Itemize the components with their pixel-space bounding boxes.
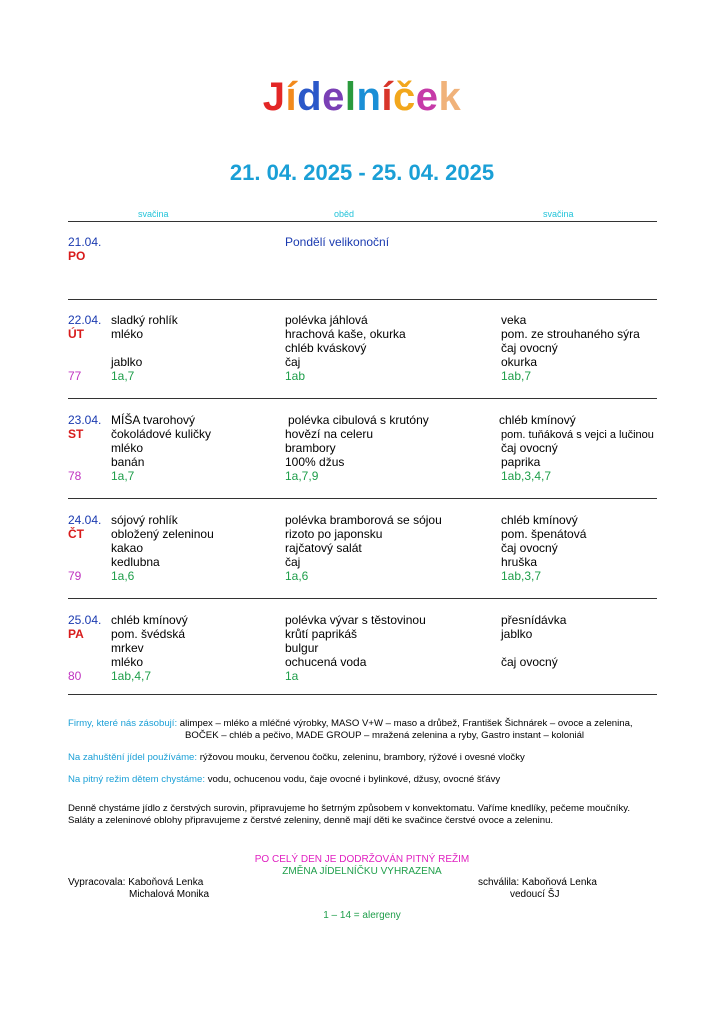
- morning-snack-item: mléko: [111, 655, 144, 669]
- day-date: 25.04.: [68, 613, 102, 627]
- lunch-item: polévka bramborová se sójou: [285, 513, 442, 527]
- allergens: 1a,7,9: [285, 469, 319, 483]
- morning-snack-item: pom. švédská: [111, 627, 186, 641]
- column-header-afternoon-snack: svačina: [543, 209, 574, 219]
- thickening-label: Na zahuštění jídel používáme:: [68, 752, 198, 763]
- divider: [68, 694, 657, 695]
- divider: [68, 299, 657, 300]
- morning-snack-item: mléko: [111, 441, 144, 455]
- afternoon-snack-item: čaj ovocný: [501, 341, 558, 355]
- suppliers-note: [68, 718, 633, 731]
- menu-number: 80: [68, 669, 82, 683]
- afternoon-snack-item: pom. špenátová: [501, 527, 587, 541]
- title-letter: J: [262, 75, 286, 119]
- column-header-morning-snack: svačina: [138, 209, 169, 219]
- afternoon-snack-item: okurka: [501, 355, 538, 369]
- divider: [68, 221, 657, 222]
- afternoon-snack-item: jablko: [501, 627, 533, 641]
- day-date: 22.04.: [68, 313, 102, 327]
- day-of-week: PA: [68, 627, 84, 641]
- drinks-note: [68, 774, 500, 787]
- suppliers-label: Firmy, které nás zásobují:: [68, 718, 178, 729]
- lunch-item: 100% džus: [285, 455, 345, 469]
- day-date: 24.04.: [68, 513, 102, 527]
- allergens: 1ab,7: [501, 369, 532, 383]
- title-letter: l: [344, 75, 357, 119]
- menu-number: 77: [68, 369, 82, 383]
- morning-snack-item: kedlubna: [111, 555, 160, 569]
- morning-snack-item: obložený zeleninou: [111, 527, 214, 541]
- lunch-item: rajčatový salát: [285, 541, 362, 555]
- allergens: 1a,7: [111, 369, 135, 383]
- approved-role: vedoucí ŠJ: [510, 889, 560, 900]
- morning-snack-item: jablko: [111, 355, 143, 369]
- lunch-item: krůtí paprikáš: [285, 627, 358, 641]
- afternoon-snack-item: přesnídávka: [501, 613, 567, 627]
- allergens: 1ab,4,7: [111, 669, 152, 683]
- suppliers-line-2: BOČEK – chléb a pečivo, MADE GROUP – mražená zelenina a ryby, Gastro instant – koloniál: [185, 730, 585, 741]
- morning-snack-item: mléko: [111, 327, 144, 341]
- thickening-note: [68, 752, 525, 765]
- afternoon-snack-item: veka: [501, 313, 527, 327]
- divider: [68, 498, 657, 499]
- morning-snack-item: banán: [111, 455, 145, 469]
- morning-snack-item: sladký rohlík: [111, 313, 178, 327]
- allergens: 1ab,3,4,7: [501, 469, 552, 483]
- afternoon-snack-item: chléb kmínový: [501, 513, 578, 527]
- drinks-label: Na pitný režim dětem chystáme:: [68, 774, 206, 785]
- menu-number: 79: [68, 569, 82, 583]
- prepared-by: Vypracovala: Kaboňová Lenka: [68, 877, 204, 888]
- day-of-week: PO: [68, 249, 86, 263]
- holiday-note: Pondělí velikonoční: [285, 235, 390, 249]
- title-letter: e: [322, 75, 345, 119]
- lunch-item: čaj: [285, 355, 301, 369]
- afternoon-snack-item: paprika: [501, 455, 541, 469]
- prepared-by-second: Michalová Monika: [129, 889, 210, 900]
- divider: [68, 398, 657, 399]
- lunch-item: ochucená voda: [285, 655, 367, 669]
- afternoon-snack-item: chléb kmínový: [499, 413, 576, 427]
- allergens-legend: 1 – 14 = alergeny: [323, 910, 401, 921]
- lunch-item: polévka jáhlová: [285, 313, 368, 327]
- day-of-week: ÚT: [68, 327, 84, 341]
- lunch-item: hovězí na celeru: [285, 427, 374, 441]
- afternoon-snack-item: pom. tuňáková s vejci a lučinou: [501, 429, 654, 441]
- lunch-item: polévka vývar s těstovinou: [285, 613, 426, 627]
- lunch-item: hrachová kaše, okurka: [285, 327, 406, 341]
- morning-snack-item: kakao: [111, 541, 144, 555]
- thickening-text: rýžovou mouku, červenou čočku, zeleninu, brambory, rýžové i ovesné vločky: [199, 752, 525, 763]
- day-date: 21.04.: [68, 235, 102, 249]
- drinks-text: vodu, ochucenou vodu, čaje ovocné i bylinkové, džusy, ovocné šťávy: [207, 774, 501, 785]
- suppliers-line-1: alimpex – mléko a mléčné výrobky, MASO V+W – maso a drůbež, František Šichnárek – ovoce a zelenina,: [179, 718, 633, 729]
- lunch-item: čaj: [285, 555, 301, 569]
- afternoon-snack-item: čaj ovocný: [501, 541, 558, 555]
- title-letter: í: [285, 75, 298, 119]
- title-letter: k: [438, 75, 462, 119]
- lunch-item: bulgur: [285, 641, 319, 655]
- lunch-item: chléb kváskový: [285, 341, 367, 355]
- title-letter: e: [415, 75, 439, 119]
- afternoon-snack-item: čaj ovocný: [501, 441, 558, 455]
- change-notice: ZMĚNA JÍDELNÍČKU VYHRAZENA: [282, 866, 442, 877]
- day-of-week: ČT: [68, 527, 84, 541]
- day-of-week: ST: [68, 427, 84, 441]
- allergens: 1a: [285, 669, 299, 683]
- title-letter: d: [297, 75, 323, 119]
- approved-by: schválila: Kaboňová Lenka: [478, 877, 597, 888]
- lunch-item: polévka cibulová s krutóny: [288, 413, 429, 427]
- column-header-lunch: oběd: [334, 209, 355, 219]
- lunch-item: brambory: [285, 441, 336, 455]
- title-letter: č: [393, 75, 416, 119]
- lunch-item: rizoto po japonsku: [285, 527, 383, 541]
- morning-snack-item: chléb kmínový: [111, 613, 188, 627]
- allergens: 1a,7: [111, 469, 135, 483]
- page-title: [0, 74, 724, 120]
- afternoon-snack-item: pom. ze strouhaného sýra: [501, 327, 640, 341]
- menu-number: 78: [68, 469, 82, 483]
- day-date: 23.04.: [68, 413, 102, 427]
- date-range: 21. 04. 2025 - 25. 04. 2025: [229, 160, 495, 185]
- morning-snack-item: sójový rohlík: [111, 513, 178, 527]
- title-letter: n: [356, 75, 382, 119]
- afternoon-snack-item: hruška: [501, 555, 538, 569]
- allergens: 1ab,3,7: [501, 569, 542, 583]
- morning-snack-item: čokoládové kuličky: [111, 427, 212, 441]
- morning-snack-item: MÍŠA tvarohový: [111, 413, 196, 427]
- afternoon-snack-item: čaj ovocný: [501, 655, 558, 669]
- divider: [68, 598, 657, 599]
- allergens: 1a,6: [111, 569, 135, 583]
- info-line-2: Saláty a zeleninové oblohy připravujeme z čerstvé zeleniny, denně mají děti ke svačince čerstvé ovoce a zeleninu.: [68, 815, 554, 826]
- allergens: 1ab: [285, 369, 306, 383]
- drink-regime-notice: PO CELÝ DEN JE DODRŽOVÁN PITNÝ REŽIM: [254, 854, 470, 865]
- allergens: 1a,6: [285, 569, 309, 583]
- info-line-1: Denně chystáme jídlo z čerstvých surovin, připravujeme ho šetrným způsobem v konvektomatu. Vaříme knedlíky, pečeme moučníky.: [68, 803, 631, 814]
- title-letter: í: [381, 75, 393, 119]
- morning-snack-item: mrkev: [111, 641, 144, 655]
